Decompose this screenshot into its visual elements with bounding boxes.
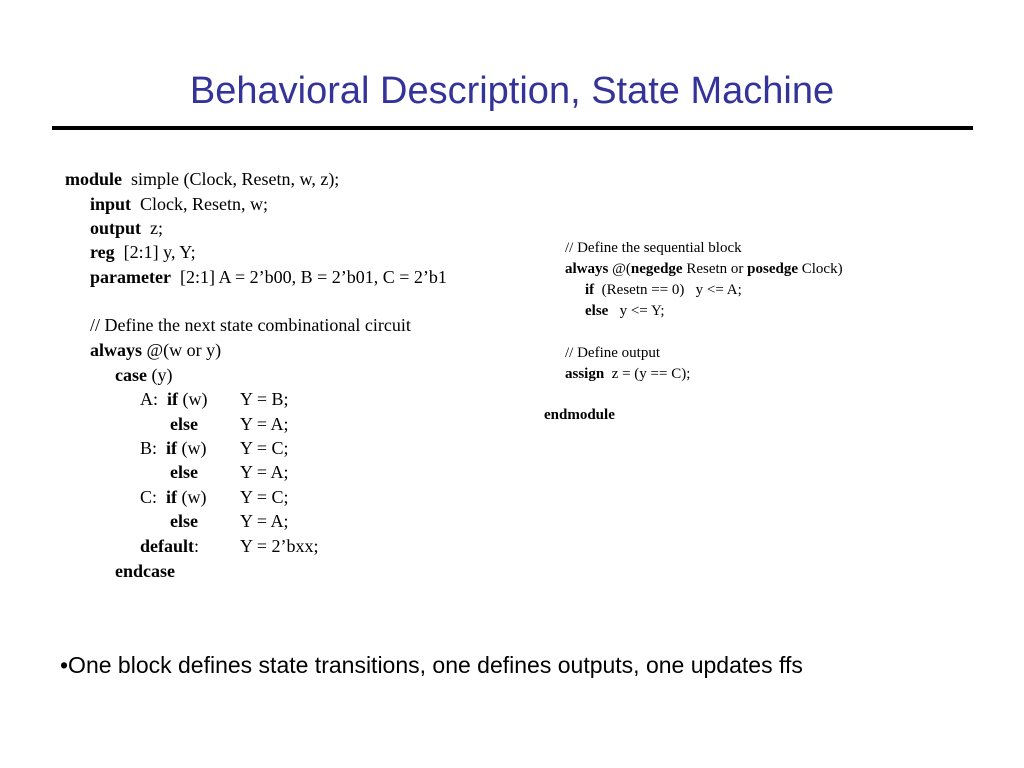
code-keyword: endcase [115, 561, 175, 581]
code-keyword: output [90, 218, 142, 238]
code-text: Clock, Resetn, w; [131, 194, 269, 214]
code-keyword: assign [565, 366, 605, 382]
code-text: Y = A; [240, 511, 289, 531]
code-line [240, 537, 318, 555]
code-text: C: [140, 487, 167, 507]
code-text: z = (y == C); [604, 366, 691, 382]
code-text: // Define the next state combinational circuit [90, 315, 411, 335]
code-line [565, 262, 843, 277]
code-text: // Define output [565, 345, 660, 361]
code-keyword: always [90, 340, 143, 360]
code-text: (w) [178, 389, 208, 409]
code-text: Y = 2’bxx; [240, 536, 319, 556]
code-text: B: [140, 438, 167, 458]
code-keyword: always [565, 261, 609, 277]
code-line [240, 512, 289, 530]
slide-title: Behavioral Description, State Machine [189, 70, 835, 112]
code-line [240, 439, 289, 457]
code-line [115, 562, 175, 580]
code-text: A: [140, 389, 167, 409]
code-text: (Resetn == 0) y <= A; [594, 282, 742, 298]
code-line [140, 488, 207, 506]
code-keyword: if [166, 438, 178, 458]
code-text: y <= Y; [608, 303, 665, 319]
code-keyword: case [115, 365, 147, 385]
code-line [240, 463, 289, 481]
code-text: Y = A; [240, 414, 289, 434]
code-text: (y) [146, 365, 173, 385]
code-text: @(w or y) [142, 340, 222, 360]
code-line [544, 408, 615, 423]
code-text: Y = C; [240, 487, 289, 507]
code-line [585, 304, 665, 319]
code-keyword: negedge [630, 261, 683, 277]
code-text: (w) [177, 487, 207, 507]
code-line [140, 439, 207, 457]
code-keyword: parameter [90, 267, 171, 287]
code-line [565, 346, 660, 361]
code-keyword: else [585, 303, 609, 319]
code-keyword: reg [90, 242, 115, 262]
code-line [90, 195, 268, 213]
bullet-point: •One block defines state transitions, one defines outputs, one updates ffs [60, 652, 803, 678]
code-line [140, 537, 199, 555]
code-line [240, 415, 289, 433]
code-keyword: if [167, 389, 178, 409]
code-line [240, 390, 289, 408]
code-line [115, 366, 172, 384]
code-keyword: posedge [747, 261, 798, 277]
code-keyword: input [90, 194, 132, 214]
code-line [170, 463, 198, 481]
code-keyword: default [140, 536, 194, 556]
code-keyword: else [170, 414, 198, 434]
code-line [585, 283, 742, 298]
code-keyword: endmodule [544, 407, 615, 423]
code-keyword: else [170, 462, 198, 482]
code-text: @( [608, 261, 631, 277]
code-keyword: else [170, 511, 198, 531]
code-line [565, 241, 742, 256]
code-text: Y = B; [240, 389, 289, 409]
code-line [90, 316, 411, 334]
code-line [140, 390, 208, 408]
code-line [90, 341, 221, 359]
code-text: [2:1] y, Y; [114, 242, 196, 262]
code-keyword: if [166, 487, 178, 507]
code-keyword: module [65, 169, 123, 189]
code-line [65, 170, 339, 188]
code-line [170, 512, 198, 530]
code-keyword: if [585, 282, 595, 298]
code-text: simple (Clock, Resetn, w, z); [122, 169, 340, 189]
code-line [565, 367, 690, 382]
code-line [240, 488, 289, 506]
code-text: Resetn or [682, 261, 748, 277]
code-text: : [194, 536, 200, 556]
code-text: [2:1] A = 2’b00, B = 2’b01, C = 2’b1 [170, 267, 447, 287]
code-line [90, 219, 163, 237]
code-line [90, 268, 447, 286]
code-text: Y = C; [240, 438, 289, 458]
code-line [90, 243, 196, 261]
code-text: Y = A; [240, 462, 289, 482]
code-text: z; [141, 218, 164, 238]
code-text: (w) [177, 438, 207, 458]
code-text: // Define the sequential block [565, 240, 742, 256]
title-divider [52, 126, 973, 130]
code-line [170, 415, 198, 433]
code-text: Clock) [798, 261, 843, 277]
